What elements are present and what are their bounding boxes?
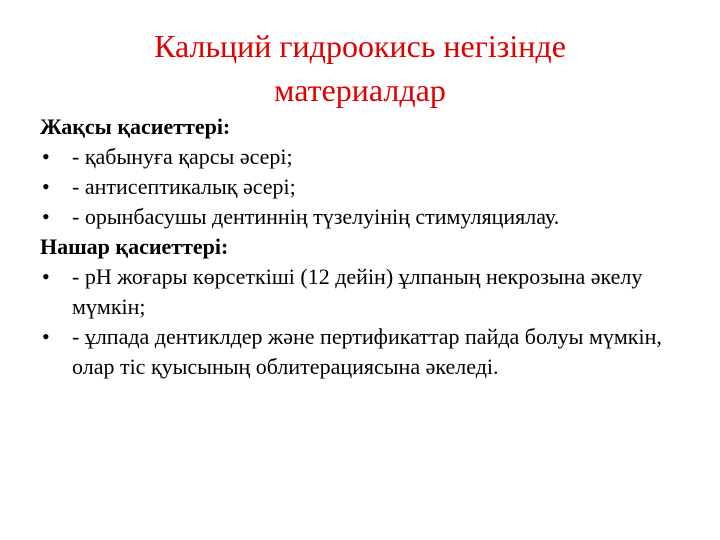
list-item: [40, 322, 680, 382]
good-properties-list: [40, 142, 680, 232]
good-properties-heading: Жақсы қасиеттері:: [40, 114, 231, 139]
slide-title-line-1: Кальций гидроокись негізінде: [154, 28, 566, 64]
slide-title-line-2: материалдар: [274, 72, 446, 108]
list-item: [40, 172, 680, 202]
bullet-icon: •: [42, 204, 50, 229]
list-item-text: - орынбасушы дентиннің түзелуінің стимуляциялау.: [72, 204, 560, 229]
list-item-text: - антисептикалық әсері;: [72, 174, 296, 199]
slide-title: [90, 24, 630, 112]
bad-properties-list: [40, 262, 680, 382]
list-item: [40, 202, 680, 232]
slide-body: [40, 112, 680, 382]
list-item-text: - pH жоғары көрсеткіші (12 дейін) ұлпаның некрозына әкелу мүмкін;: [72, 264, 643, 319]
list-item-text: - ұлпада дентиклдер және пертификаттар пайда болуы мүмкін, олар тіс қуысының облитерациясына әкеледі.: [72, 324, 662, 379]
list-item: [40, 142, 680, 172]
bad-properties-heading: Нашар қасиеттері:: [40, 234, 229, 259]
list-item-text: - қабынуға қарсы әсері;: [72, 144, 293, 169]
bullet-icon: •: [42, 174, 50, 199]
bullet-icon: •: [42, 144, 50, 169]
list-item: [40, 262, 680, 322]
bullet-icon: •: [42, 264, 50, 289]
bullet-icon: •: [42, 324, 50, 349]
